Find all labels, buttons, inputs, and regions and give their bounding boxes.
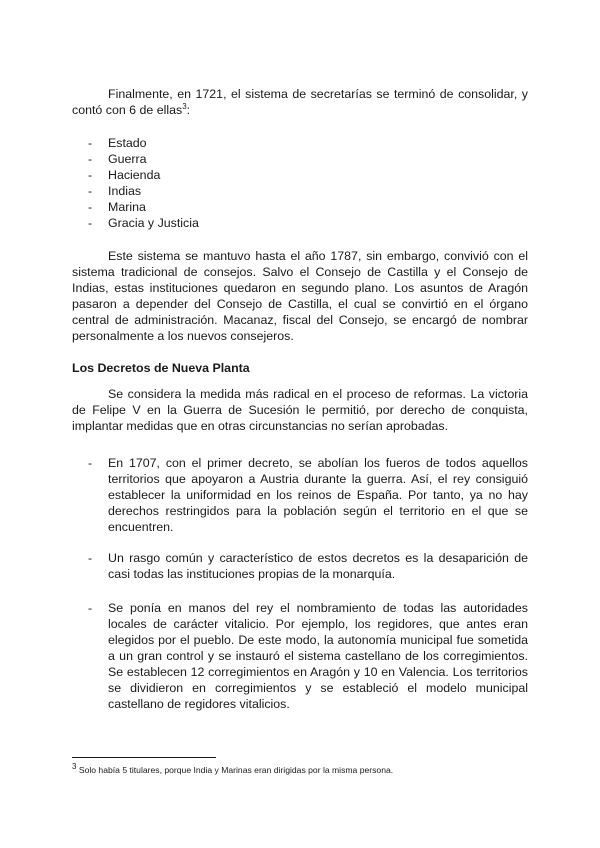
footnote-reference[interactable]: 3 [182, 101, 187, 111]
body-paragraph: Este sistema se mantuvo hasta el año 1787, sin embargo, convivió con el sistema tradicional de consejos. Salvo el Consejo de Castilla y el Consejo de Indias, estas instituciones quedaron en segundo plano. Los asuntos de Aragón pasaron a depender del Consejo de Castilla, el cual se convirtió en el órgano central de administración. Macanaz, fiscal del Consejo, se encargó de nombrar personalmente a los nuevos consejeros. [72, 249, 528, 343]
bullet-item [88, 550, 528, 582]
list-dash: - [88, 152, 93, 166]
list-item-label: Hacienda [108, 168, 161, 182]
bullet-item [88, 600, 528, 712]
list-dash: - [88, 184, 93, 198]
list-item [72, 183, 528, 199]
bullet-text: Se ponía en manos del rey el nombramiento de todas las autoridades locales de carácter vitalicio. Por ejemplo, los regidores, que antes eran elegidos por el pueblo. De este modo, la autonomía municipal fue sometida a un gran control y se instauró el sistema castellano de los corregimientos. Se establecen 12 corregimientos en Aragón y 10 en Valencia. Los territorios se dividieron en corregimientos y se estableció el modelo municipal castellano de regidores vitalicios. [108, 601, 528, 711]
body-paragraph: Se considera la medida más radical en el proceso de reformas. La victoria de Felipe V en la Guerra de Sucesión le permitió, por derecho de conquista, implantar medidas que en otras circunstancias no serían aprobadas. [72, 387, 528, 433]
list-dash: - [88, 200, 93, 214]
bullet-dash: - [88, 456, 93, 470]
bullet-dash: - [88, 551, 93, 565]
list-item-label: Indias [108, 184, 142, 198]
footnote-marker: 3 [72, 762, 77, 772]
section-heading: Los Decretos de Nueva Planta [72, 361, 250, 375]
intro-colon: : [186, 103, 191, 117]
intro-text: Finalmente, en 1721, el sistema de secretarías se terminó de consolidar, y contó con 6 de ellas [72, 87, 528, 117]
secretarias-list [72, 135, 528, 231]
list-item [72, 151, 528, 167]
bullet-text: Un rasgo común y característico de estos decretos es la desaparición de casi todas las instituciones propias de la monarquía. [108, 551, 528, 581]
list-dash: - [88, 136, 93, 150]
list-item [72, 215, 528, 231]
footnote-text: Solo había 5 titulares, porque India y Marinas eran dirigidas por la misma persona. [76, 765, 394, 775]
bullet-item [88, 455, 528, 535]
footnote-separator [72, 757, 216, 758]
list-dash: - [88, 168, 93, 182]
list-item-label: Estado [108, 136, 147, 150]
list-item [72, 167, 528, 183]
footnote [72, 762, 528, 776]
list-item-label: Gracia y Justicia [108, 216, 199, 230]
list-item [72, 135, 528, 151]
bullet-dash: - [88, 601, 93, 615]
list-dash: - [88, 216, 93, 230]
list-item-label: Marina [108, 200, 146, 214]
list-item [72, 199, 528, 215]
bullet-text: En 1707, con el primer decreto, se abolían los fueros de todos aquellos territorios que apoyaron a Austria durante la guerra. Así, el rey consiguió establecer la uniformidad en los reinos de España. Por tanto, ya no hay derechos restringidos para la población según el territorio en el que se encuentren. [108, 456, 528, 534]
list-item-label: Guerra [108, 152, 147, 166]
intro-paragraph [72, 86, 528, 118]
